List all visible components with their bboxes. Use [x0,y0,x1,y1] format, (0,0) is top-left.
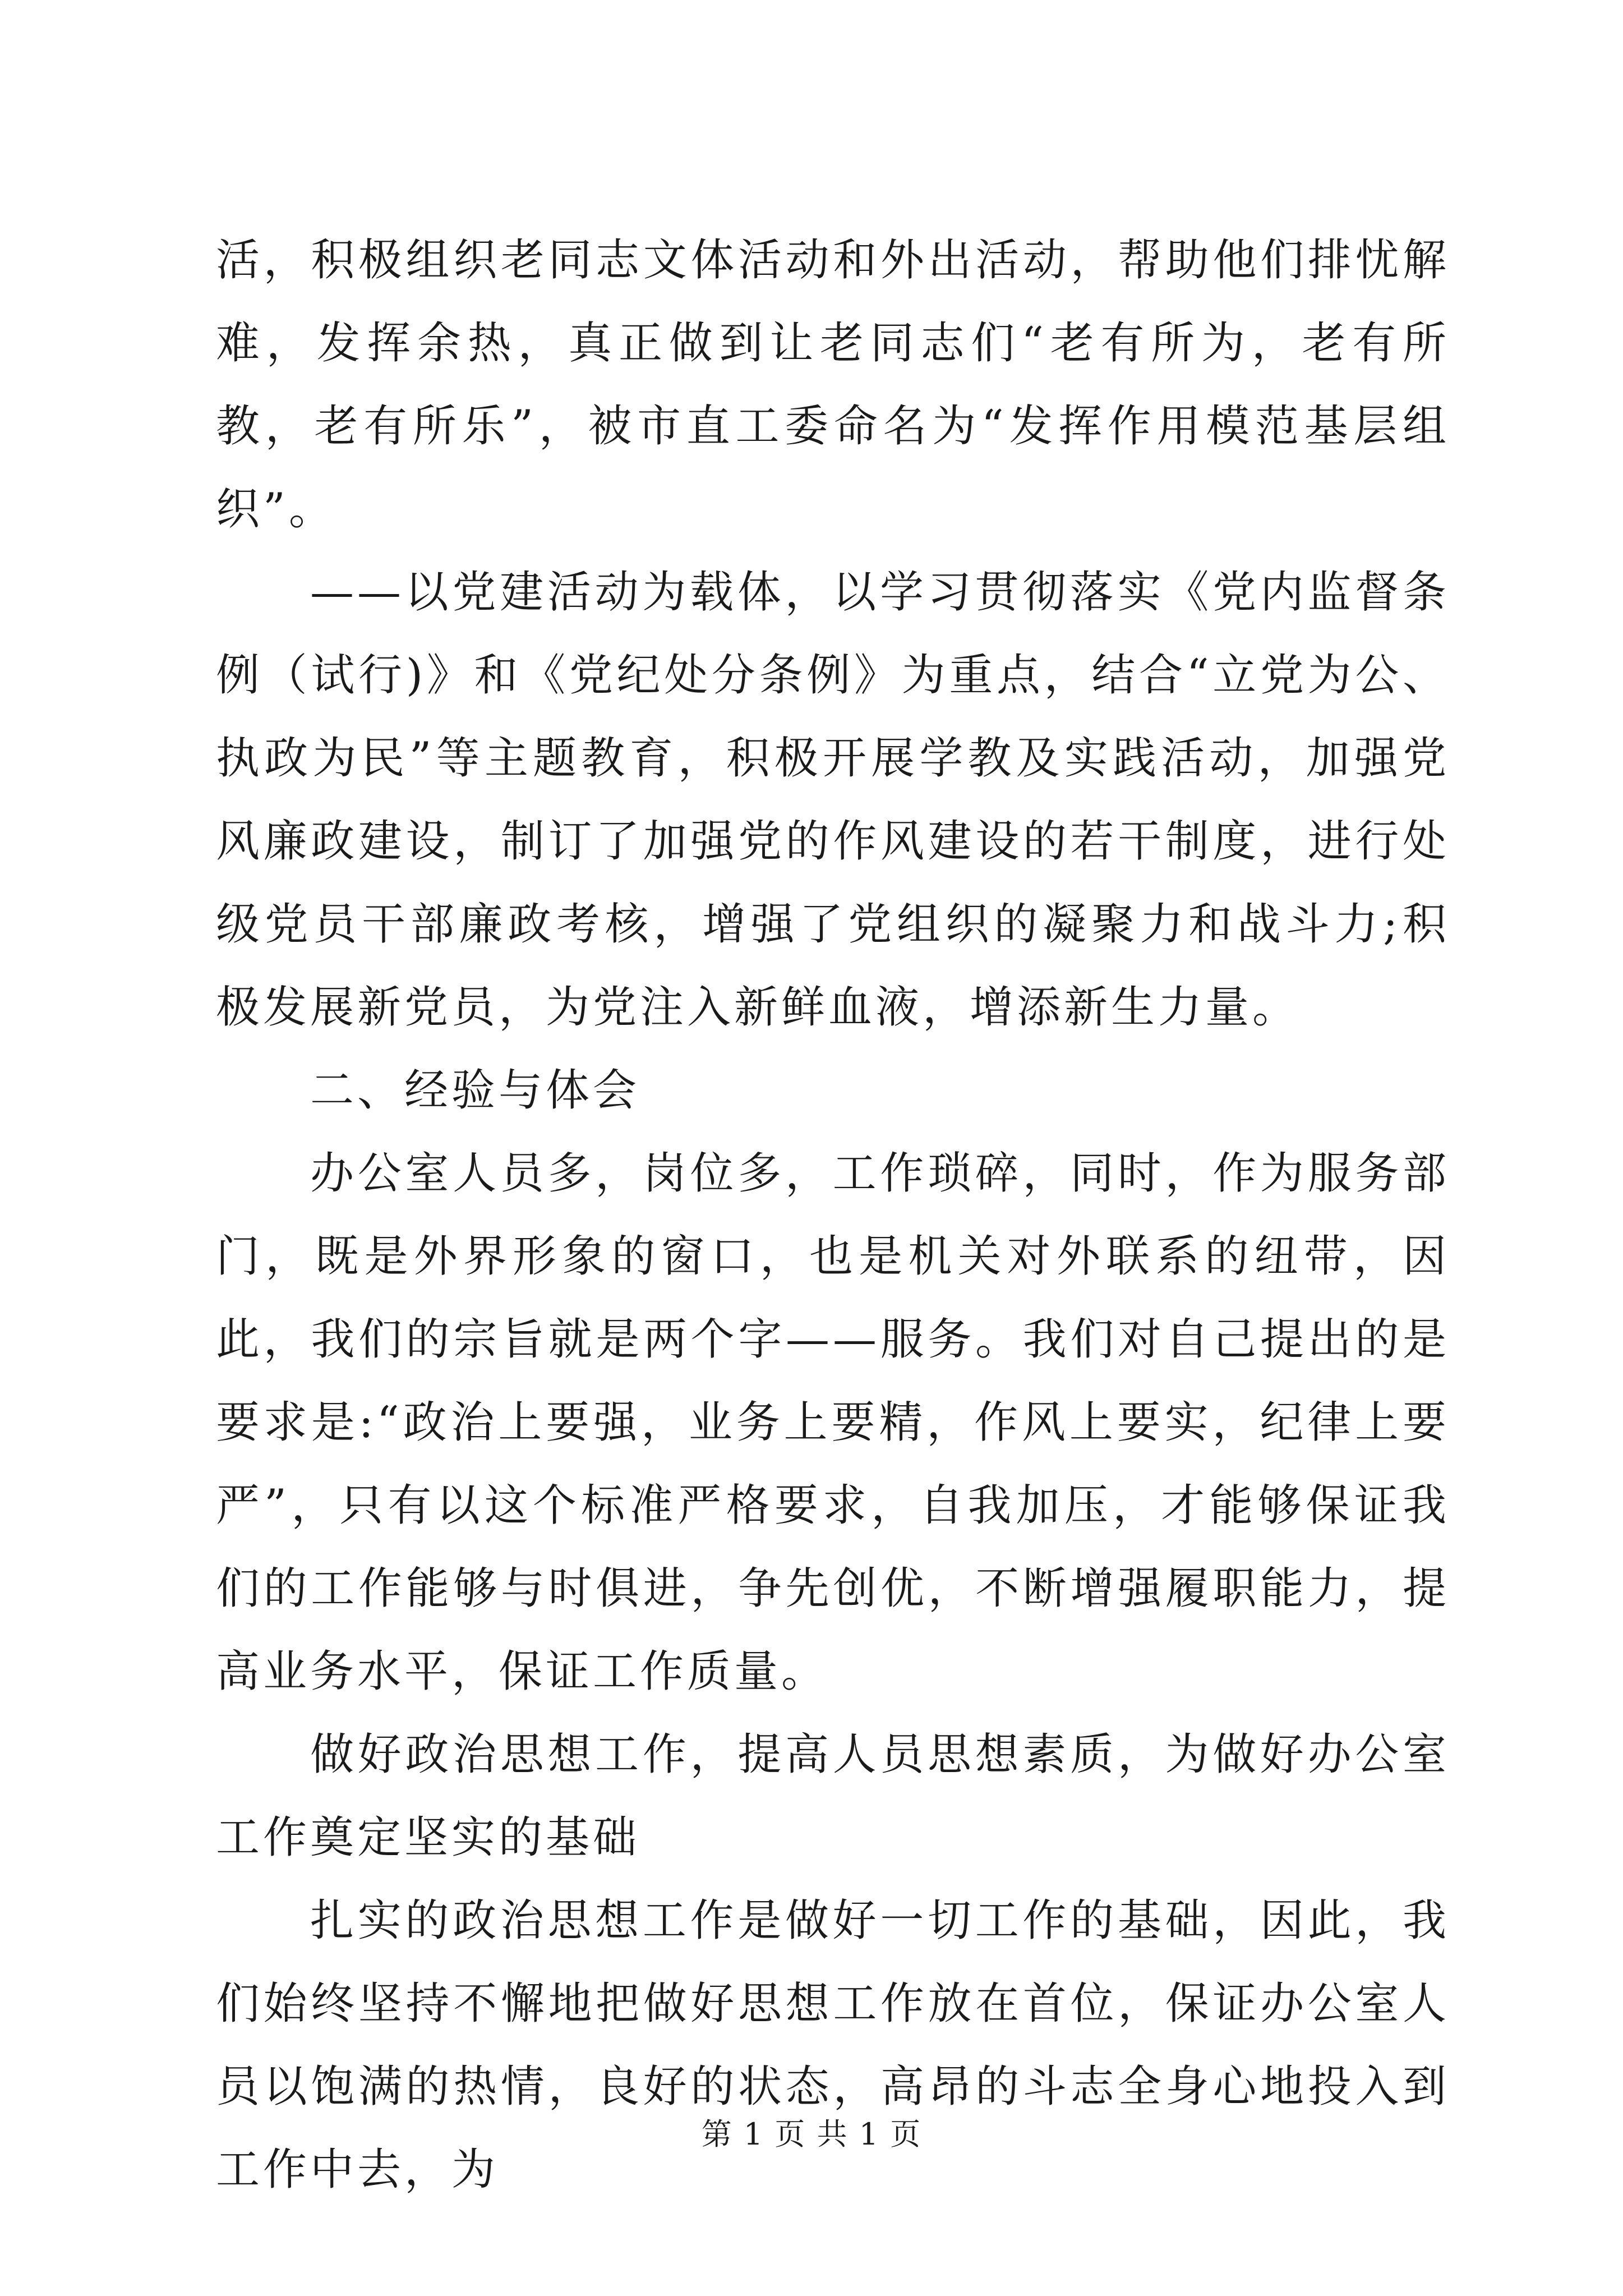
section-heading: 二、经验与体会 [310,1065,640,1116]
paragraph-4: 做好政治思想工作，提高人员思想素质，为做好办公室工作奠定坚实的基础 [216,1729,1450,1863]
paragraph-5: 扎实的政治思想工作是做好一切工作的基础，因此，我们始终坚持不懈地把做好思想工作放在首位，保证办公室人员以饱满的热情，良好的状态，高昂的斗志全身心地投入到工作中去，为 [216,1895,1450,2195]
document-body [216,219,1450,2211]
paragraph-3: 办公室人员多，岗位多，工作琐碎，同时，作为服务部门，既是外界形象的窗口，也是机关对外联系的纽带，因此，我们的宗旨就是两个字——服务。我们对自己提出的是要求是:“政治上要强，业务上要精，作风上要实，纪律上要严”，只有以这个标准严格要求，自我加压，才能够保证我们的工作能够与时俱进，争先创优，不断增强履职能力，提高业务水平，保证工作质量。 [216,1148,1450,1697]
paragraph-1: 活，积极组织老同志文体活动和外出活动，帮助他们排忧解难，发挥余热，真正做到让老同志们“老有所为，老有所教，老有所乐”，被市直工委命名为“发挥作用模范基层组织”。 [216,235,1450,535]
paragraph-2: ——以党建活动为载体，以学习贯彻落实《党内监督条例（试行)》和《党纪处分条例》为重点，结合“立党为公、执政为民”等主题教育，积极开展学教及实践活动，加强党风廉政建设，制订了加强党的作风建设的若干制度，进行处级党员干部廉政考核，增强了党组织的凝聚力和战斗力;积极发展新党员，为党注入新鲜血液，增添新生力量。 [216,567,1450,1033]
page-footer: 第 1 页 共 1 页 [701,2116,922,2152]
